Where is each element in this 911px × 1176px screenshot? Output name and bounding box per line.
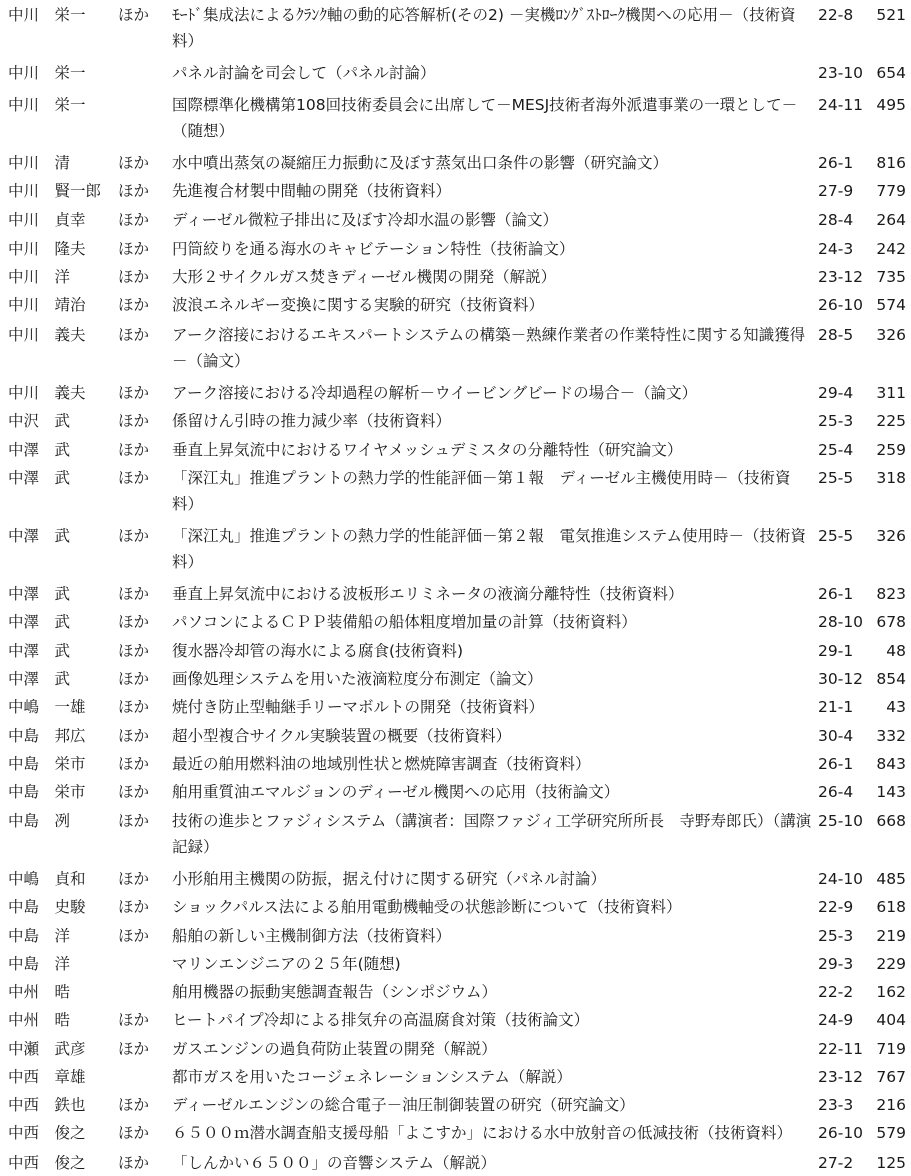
volume-issue: 28-10	[818, 613, 864, 631]
article-title: パネル討論を司会して（パネル討論）	[172, 64, 436, 82]
page-number: 618	[876, 898, 906, 916]
coauthor-marker: ほか	[118, 469, 150, 487]
page-number: 495	[876, 96, 906, 114]
author-name: 中島 洋	[8, 927, 71, 945]
article-title: 「深江丸」推進プラントの熱力学的性能評価－第２報 電気推進システム使用時－（技術資料）	[172, 527, 806, 571]
volume-issue: 30-4	[818, 727, 854, 745]
volume-issue: 29-1	[818, 642, 854, 660]
article-title: 垂直上昇気流中におけるワイヤメッシュデミスタの分離特性（研究論文）	[172, 441, 683, 459]
page-number: 579	[876, 1124, 906, 1142]
volume-issue: 22-2	[818, 983, 854, 1001]
page-number: 735	[876, 268, 906, 286]
volume-issue: 22-9	[818, 898, 854, 916]
volume-issue: 26-10	[818, 1124, 864, 1142]
coauthor-marker: ほか	[118, 1154, 150, 1172]
article-title: 国際標準化機構第108回技術委員会に出席して－MESJ技術者海外派遣事業の一環として－（随想）	[172, 96, 798, 140]
article-title: 船舶の新しい主機制御方法（技術資料）	[172, 927, 452, 945]
author-name: 中川 洋	[8, 268, 71, 286]
page-number: 162	[876, 983, 906, 1001]
page-number: 668	[876, 812, 906, 830]
volume-issue: 26-1	[818, 585, 854, 603]
page-number: 767	[876, 1068, 906, 1086]
author-name: 中瀬 武彦	[8, 1040, 86, 1058]
volume-issue: 22-11	[818, 1040, 864, 1058]
page-number: 259	[876, 441, 906, 459]
page-number: 229	[876, 955, 906, 973]
coauthor-marker: ほか	[118, 698, 150, 716]
page-number: 326	[876, 326, 906, 344]
author-name: 中島 史駿	[8, 898, 86, 916]
volume-issue: 28-5	[818, 326, 854, 344]
author-name: 中川 隆夫	[8, 240, 86, 258]
coauthor-marker: ほか	[118, 927, 150, 945]
author-name: 中川 清	[8, 154, 71, 172]
article-title: 焼付き防止型軸継手リーマボルトの開発（技術資料）	[172, 698, 545, 716]
coauthor-marker: ほか	[118, 211, 150, 229]
author-name: 中澤 武	[8, 469, 71, 487]
coauthor-marker: ほか	[118, 296, 150, 314]
page-number: 311	[876, 384, 906, 402]
article-title: アーク溶接におけるエキスパートシステムの構築－熟練作業者の作業特性に関する知識獲得－（論文）	[172, 326, 806, 370]
article-title: ショックパルス法による舶用電動機軸受の状態診断について（技術資料）	[172, 898, 682, 916]
page-number: 264	[876, 211, 906, 229]
author-name: 中澤 武	[8, 527, 71, 545]
volume-issue: 28-4	[818, 211, 854, 229]
article-title: 「深江丸」推進プラントの熱力学的性能評価－第１報 ディーゼル主機使用時－（技術資料）	[172, 469, 791, 513]
article-title: 小形舶用主機関の防振，据え付けに関する研究（パネル討論）	[172, 870, 607, 888]
author-name: 中沢 武	[8, 412, 71, 430]
volume-issue: 25-5	[818, 469, 854, 487]
page-number: 574	[876, 296, 906, 314]
article-title: 「しんかい６５００」の音響システム（解説）	[172, 1154, 496, 1172]
article-title: 舶用機器の振動実態調査報告（シンポジウム）	[172, 983, 497, 1001]
author-name: 中島 冽	[8, 812, 71, 830]
coauthor-marker: ほか	[118, 154, 150, 172]
author-name: 中川 貞幸	[8, 211, 86, 229]
article-title: 水中噴出蒸気の凝縮圧力振動に及ぼす蒸気出口条件の影響（研究論文）	[172, 154, 669, 172]
volume-issue: 25-3	[818, 412, 854, 430]
volume-issue: 25-3	[818, 927, 854, 945]
author-name: 中西 俊之	[8, 1154, 86, 1172]
page-number: 216	[876, 1096, 906, 1114]
volume-issue: 24-3	[818, 240, 854, 258]
page-number: 485	[876, 870, 906, 888]
volume-issue: 26-4	[818, 783, 854, 801]
author-name: 中州 晧	[8, 983, 71, 1001]
page-number: 219	[876, 927, 906, 945]
article-title: 垂直上昇気流中における波板形エリミネータの液滴分離特性（技術資料）	[172, 585, 684, 603]
author-name: 中澤 武	[8, 441, 71, 459]
article-title: 係留けん引時の推力減少率（技術資料）	[172, 412, 452, 430]
article-title: 波浪エネルギー変換に関する実験的研究（技術資料）	[172, 296, 545, 314]
author-name: 中澤 武	[8, 670, 71, 688]
article-title: アーク溶接における冷却過程の解析－ウイービングビードの場合－（論文）	[172, 384, 698, 402]
volume-issue: 24-9	[818, 1011, 854, 1029]
page-number: 143	[876, 783, 906, 801]
coauthor-marker: ほか	[118, 182, 150, 200]
volume-issue: 23-12	[818, 1068, 864, 1086]
coauthor-marker: ほか	[118, 384, 150, 402]
author-name: 中嶋 一雄	[8, 698, 86, 716]
author-name: 中川 栄一	[8, 96, 86, 114]
coauthor-marker: ほか	[118, 898, 150, 916]
page-number: 326	[876, 527, 906, 545]
volume-issue: 25-5	[818, 527, 854, 545]
volume-issue: 27-9	[818, 182, 854, 200]
author-name: 中嶋 貞和	[8, 870, 86, 888]
volume-issue: 21-1	[818, 698, 854, 716]
page-number: 521	[876, 6, 906, 24]
coauthor-marker: ほか	[118, 412, 150, 430]
article-title: ディーゼルエンジンの総合電子－油圧制御装置の研究（研究論文）	[172, 1096, 635, 1114]
volume-issue: 25-10	[818, 812, 864, 830]
page-number: 242	[876, 240, 906, 258]
coauthor-marker: ほか	[118, 870, 150, 888]
volume-issue: 23-12	[818, 268, 864, 286]
author-name: 中島 洋	[8, 955, 71, 973]
coauthor-marker: ほか	[118, 1011, 150, 1029]
volume-issue: 23-10	[818, 64, 864, 82]
coauthor-marker: ほか	[118, 783, 150, 801]
coauthor-marker: ほか	[118, 326, 150, 344]
page-number: 404	[876, 1011, 906, 1029]
page-number: 719	[876, 1040, 906, 1058]
article-title: ヒートパイプ冷却による排気弁の高温腐食対策（技術論文）	[172, 1011, 590, 1029]
volume-issue: 30-12	[818, 670, 864, 688]
article-title: 最近の舶用燃料油の地域別性状と燃焼障害調査（技術資料）	[172, 755, 591, 773]
coauthor-marker: ほか	[118, 441, 150, 459]
author-name: 中川 義夫	[8, 326, 86, 344]
coauthor-marker: ほか	[118, 642, 150, 660]
page-number: 678	[876, 613, 906, 631]
coauthor-marker: ほか	[118, 613, 150, 631]
article-title: 超小型複合サイクル実験装置の概要（技術資料）	[172, 727, 512, 745]
coauthor-marker: ほか	[118, 727, 150, 745]
page-number: 843	[876, 755, 906, 773]
author-name: 中川 栄一	[8, 64, 86, 82]
page-number: 779	[876, 182, 906, 200]
page-number: 48	[886, 642, 906, 660]
article-title: 円筒絞りを通る海水のキャビテーション特性（技術論文）	[172, 240, 575, 258]
article-title: パソコンによるＣＰＰ装備船の船体粗度増加量の計算（技術資料）	[172, 613, 637, 631]
page-number: 816	[876, 154, 906, 172]
page-number: 125	[876, 1154, 906, 1172]
volume-issue: 23-3	[818, 1096, 854, 1114]
article-title: 技術の進歩とファジィシステム（講演者：国際ファジィ工学研究所所長 寺野寿郎氏）（講演記録）	[172, 812, 812, 856]
coauthor-marker: ほか	[118, 1124, 150, 1142]
page-number: 332	[876, 727, 906, 745]
article-title: 大形２サイクルガス焚きディーゼル機関の開発（解説）	[172, 268, 557, 286]
volume-issue: 22-8	[818, 6, 854, 24]
volume-issue: 25-4	[818, 441, 854, 459]
author-name: 中島 邦広	[8, 727, 86, 745]
volume-issue: 27-2	[818, 1154, 854, 1172]
article-title: ６５００ｍ潜水調査船支援母船「よこすか」における水中放射音の低減技術（技術資料）	[172, 1124, 793, 1142]
page-number: 823	[876, 585, 906, 603]
author-name: 中澤 武	[8, 642, 71, 660]
page-number: 318	[876, 469, 906, 487]
author-name: 中州 晧	[8, 1011, 71, 1029]
article-title: ディーゼル微粒子排出に及ぼす冷却水温の影響（論文）	[172, 211, 558, 229]
article-title: マリンエンジニアの２５年(随想)	[172, 955, 401, 973]
volume-issue: 26-1	[818, 154, 854, 172]
coauthor-marker: ほか	[118, 240, 150, 258]
author-name: 中西 章雄	[8, 1068, 86, 1086]
coauthor-marker: ほか	[118, 6, 150, 24]
article-title: 画像処理システムを用いた液滴粒度分布測定（論文）	[172, 670, 543, 688]
coauthor-marker: ほか	[118, 1096, 150, 1114]
coauthor-marker: ほか	[118, 268, 150, 286]
article-title: 先進複合材製中間軸の開発（技術資料）	[172, 182, 452, 200]
author-name: 中川 靖治	[8, 296, 86, 314]
page-number: 225	[876, 412, 906, 430]
coauthor-marker: ほか	[118, 755, 150, 773]
author-name: 中川 義夫	[8, 384, 86, 402]
volume-issue: 29-4	[818, 384, 854, 402]
coauthor-marker: ほか	[118, 670, 150, 688]
coauthor-marker: ほか	[118, 812, 150, 830]
author-name: 中西 鉄也	[8, 1096, 86, 1114]
article-title: 都市ガスを用いたコージェネレーションシステム（解説）	[172, 1068, 572, 1086]
author-name: 中澤 武	[8, 585, 71, 603]
page-number: 654	[876, 64, 906, 82]
article-title: ﾓｰﾄﾞ集成法によるｸﾗﾝｸ軸の動的応答解析(その2) －実機ﾛﾝｸﾞｽﾄﾛｰｸ機関への応用－（技術資料）	[172, 6, 796, 50]
article-title: 復水器冷却管の海水による腐食(技術資料)	[172, 642, 464, 660]
author-name: 中川 栄一	[8, 6, 86, 24]
volume-issue: 26-1	[818, 755, 854, 773]
volume-issue: 24-11	[818, 96, 864, 114]
page-number: 854	[876, 670, 906, 688]
author-name: 中島 栄市	[8, 783, 86, 801]
article-title: ガスエンジンの過負荷防止装置の開発（解説）	[172, 1040, 497, 1058]
coauthor-marker: ほか	[118, 527, 150, 545]
volume-issue: 29-3	[818, 955, 854, 973]
author-name: 中川 賢一郎	[8, 182, 102, 200]
coauthor-marker: ほか	[118, 585, 150, 603]
author-name: 中西 俊之	[8, 1124, 86, 1142]
page-number: 43	[886, 698, 906, 716]
author-name: 中澤 武	[8, 613, 71, 631]
article-title: 舶用重質油エマルジョンのディーゼル機関への応用（技術論文）	[172, 783, 620, 801]
author-name: 中島 栄市	[8, 755, 86, 773]
volume-issue: 26-10	[818, 296, 864, 314]
volume-issue: 24-10	[818, 870, 864, 888]
coauthor-marker: ほか	[118, 1040, 150, 1058]
